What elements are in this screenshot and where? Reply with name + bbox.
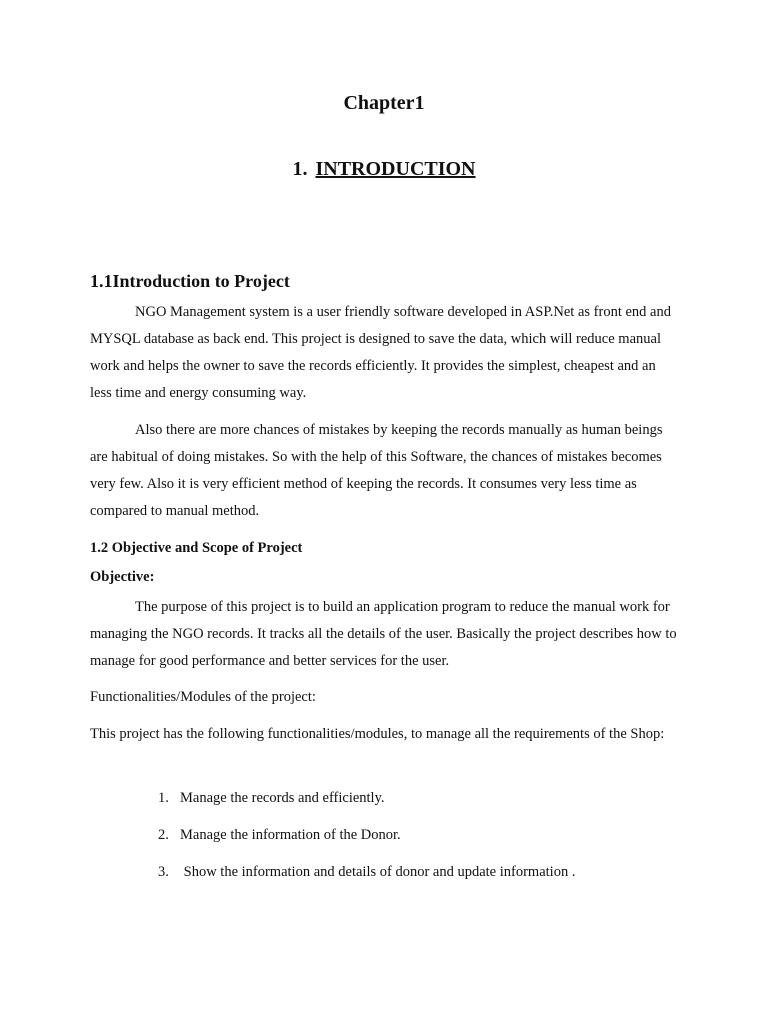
list-item bbox=[158, 790, 385, 807]
intro-heading bbox=[0, 158, 768, 181]
list-item bbox=[158, 864, 575, 881]
list-text: Show the information and details of donor and update information . bbox=[180, 864, 576, 880]
modules-label: Functionalities/Modules of the project: bbox=[90, 689, 316, 705]
intro-title: INTRODUCTION bbox=[315, 158, 476, 180]
intro-number: 1. bbox=[292, 158, 308, 180]
list-number: 2. bbox=[158, 827, 169, 843]
section-1-1-heading: 1.1Introduction to Project bbox=[90, 271, 290, 291]
objective-label: Objective: bbox=[90, 569, 155, 585]
modules-intro: This project has the following functionalities/modules, to manage all the requirements of the Shop: bbox=[90, 726, 665, 742]
list-text: Manage the records and efficiently. bbox=[180, 790, 385, 806]
chapter-title: Chapter1 bbox=[343, 92, 425, 114]
list-number: 3. bbox=[158, 864, 169, 880]
list-item bbox=[158, 827, 401, 844]
paragraph-text: Also there are more chances of mistakes by keeping the records manually as human beings are habitual of doing mistakes. So with the help of this Software, the chances of mistakes becomes very few. Also it is very efficient method of keeping the records. It consumes very less time as compared to manual method. bbox=[90, 422, 663, 519]
section-1-1-paragraph-2 bbox=[90, 417, 680, 525]
paragraph-text: The purpose of this project is to build an application program to reduce the manual work for managing the NGO records. It tracks all the details of the user. Basically the project describes how to manage for good performance and better services for the user. bbox=[90, 599, 677, 669]
section-1-2-heading: 1.2 Objective and Scope of Project bbox=[90, 540, 303, 556]
paragraph-text: NGO Management system is a user friendly software developed in ASP.Net as front end and MYSQL database as back end. This project is designed to save the data, which will reduce manual work and helps the owner to save the records efficiently. It provides the simplest, cheapest and an less time and energy consuming way. bbox=[90, 304, 671, 401]
objective-paragraph bbox=[90, 594, 680, 675]
section-1-1-paragraph-1 bbox=[90, 299, 680, 407]
list-number: 1. bbox=[158, 790, 169, 806]
list-text: Manage the information of the Donor. bbox=[180, 827, 401, 843]
